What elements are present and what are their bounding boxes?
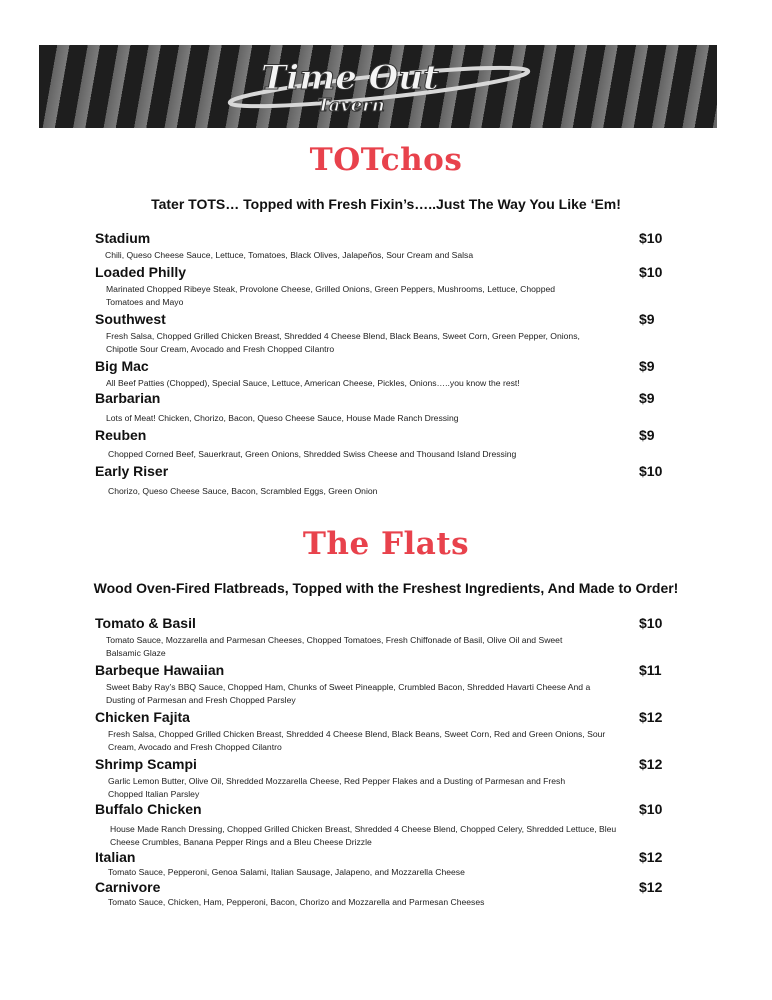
menu-item-name: Barbarian <box>95 390 161 406</box>
menu-item-description: Chili, Queso Cheese Sauce, Lettuce, Tomatoes, Black Olives, Jalapeños, Sour Cream and Salsa <box>105 250 474 260</box>
logo-main-text: Time Out <box>261 58 439 98</box>
menu-item-description: All Beef Patties (Chopped), Special Sauce, Lettuce, American Cheese, Pickles, Onions…..you know the rest! <box>106 378 520 388</box>
menu-item-name: Early Riser <box>95 463 169 479</box>
menu-item-price: $10 <box>639 615 663 631</box>
menu-item-description: Fresh Salsa, Chopped Grilled Chicken Breast, Shredded 4 Cheese Blend, Black Beans, Sweet Corn, Red and Green Onions, Sour Cream, Avocado and Fresh Chopped Cilantro <box>108 729 606 752</box>
logo <box>39 45 717 128</box>
menu-item-description: Fresh Salsa, Chopped Grilled Chicken Breast, Shredded 4 Cheese Blend, Black Beans, Sweet Corn, Green Pepper, Onions, Chipotle Sour Cream, Avocado and Fresh Chopped Cilantro <box>106 331 580 354</box>
totchos-tagline: Tater TOTS… Topped with Fresh Fixin’s…..Just The Way You Like ‘Em! <box>151 196 621 212</box>
totchos-title: TOTchos <box>309 142 463 178</box>
menu-item-name: Shrimp Scampi <box>95 756 197 772</box>
menu-item-name: Barbeque Hawaiian <box>95 662 225 678</box>
menu-item-description: Lots of Meat! Chicken, Chorizo, Bacon, Queso Cheese Sauce, House Made Ranch Dressing <box>106 413 459 423</box>
flats-title: The Flats <box>302 526 470 562</box>
menu-item-price: $10 <box>639 463 663 479</box>
menu-item-name: Italian <box>95 849 136 865</box>
menu-item-description: Chopped Corned Beef, Sauerkraut, Green Onions, Shredded Swiss Cheese and Thousand Island Dressing <box>108 449 517 459</box>
menu-item-name: Big Mac <box>95 358 149 374</box>
menu-item-description: Sweet Baby Ray’s BBQ Sauce, Chopped Ham, Chunks of Sweet Pineapple, Crumbled Bacon, Shredded Havarti Cheese And a Dusting of Parmesan and Fresh Chopped Parsley <box>106 682 591 705</box>
menu-item-price: $9 <box>639 390 655 406</box>
menu-item-description: Chorizo, Queso Cheese Sauce, Bacon, Scrambled Eggs, Green Onion <box>108 486 378 496</box>
menu-item-price: $12 <box>639 756 663 772</box>
menu-item-description: Tomato Sauce, Pepperoni, Genoa Salami, Italian Sausage, Jalapeno, and Mozzarella Cheese <box>108 867 465 877</box>
menu-item-price: $9 <box>639 311 655 327</box>
menu-item-name: Loaded Philly <box>95 264 187 280</box>
menu-item-name: Southwest <box>95 311 166 327</box>
menu-item-price: $12 <box>639 849 663 865</box>
menu-item-name: Carnivore <box>95 879 161 895</box>
menu-item-price: $9 <box>639 358 655 374</box>
menu-item-name: Stadium <box>95 230 151 246</box>
menu-item-description: Tomato Sauce, Mozzarella and Parmesan Cheeses, Chopped Tomatoes, Fresh Chiffonade of Basil, Olive Oil and Sweet Balsamic Glaze <box>106 635 563 658</box>
menu-item-price: $10 <box>639 230 663 246</box>
menu-item-description: Tomato Sauce, Chicken, Ham, Pepperoni, Bacon, Chorizo and Mozzarella and Parmesan Cheeses <box>108 897 485 907</box>
menu-item-name: Buffalo Chicken <box>95 801 202 817</box>
menu-item-price: $12 <box>639 879 663 895</box>
menu-item-name: Chicken Fajita <box>95 709 190 725</box>
menu-item-description: Marinated Chopped Ribeye Steak, Provolone Cheese, Grilled Onions, Green Peppers, Mushrooms, Lettuce, Chopped Tomatoes and Mayo <box>106 284 556 307</box>
menu-item-price: $12 <box>639 709 663 725</box>
flats-tagline: Wood Oven-Fired Flatbreads, Topped with the Freshest Ingredients, And Made to Order! <box>93 580 679 596</box>
menu-item-price: $11 <box>639 662 662 678</box>
menu-item-price: $10 <box>639 801 663 817</box>
menu-item-price: $9 <box>639 427 655 443</box>
header-banner <box>39 45 717 128</box>
menu-item-name: Tomato & Basil <box>95 615 196 631</box>
menu-item-description: Garlic Lemon Butter, Olive Oil, Shredded Mozzarella Cheese, Red Pepper Flakes and a Dusting of Parmesan and Fresh Chopped Italian Parsley <box>108 776 566 799</box>
menu-item-description: House Made Ranch Dressing, Chopped Grilled Chicken Breast, Shredded 4 Cheese Blend, Chopped Celery, Shredded Lettuce, Bleu Cheese Crumbles, Banana Pepper Rings and a Bleu Cheese Drizzle <box>110 824 617 847</box>
logo-sub-text: Tavern <box>317 95 385 116</box>
menu-item-price: $10 <box>639 264 663 280</box>
menu-item-name: Reuben <box>95 427 147 443</box>
